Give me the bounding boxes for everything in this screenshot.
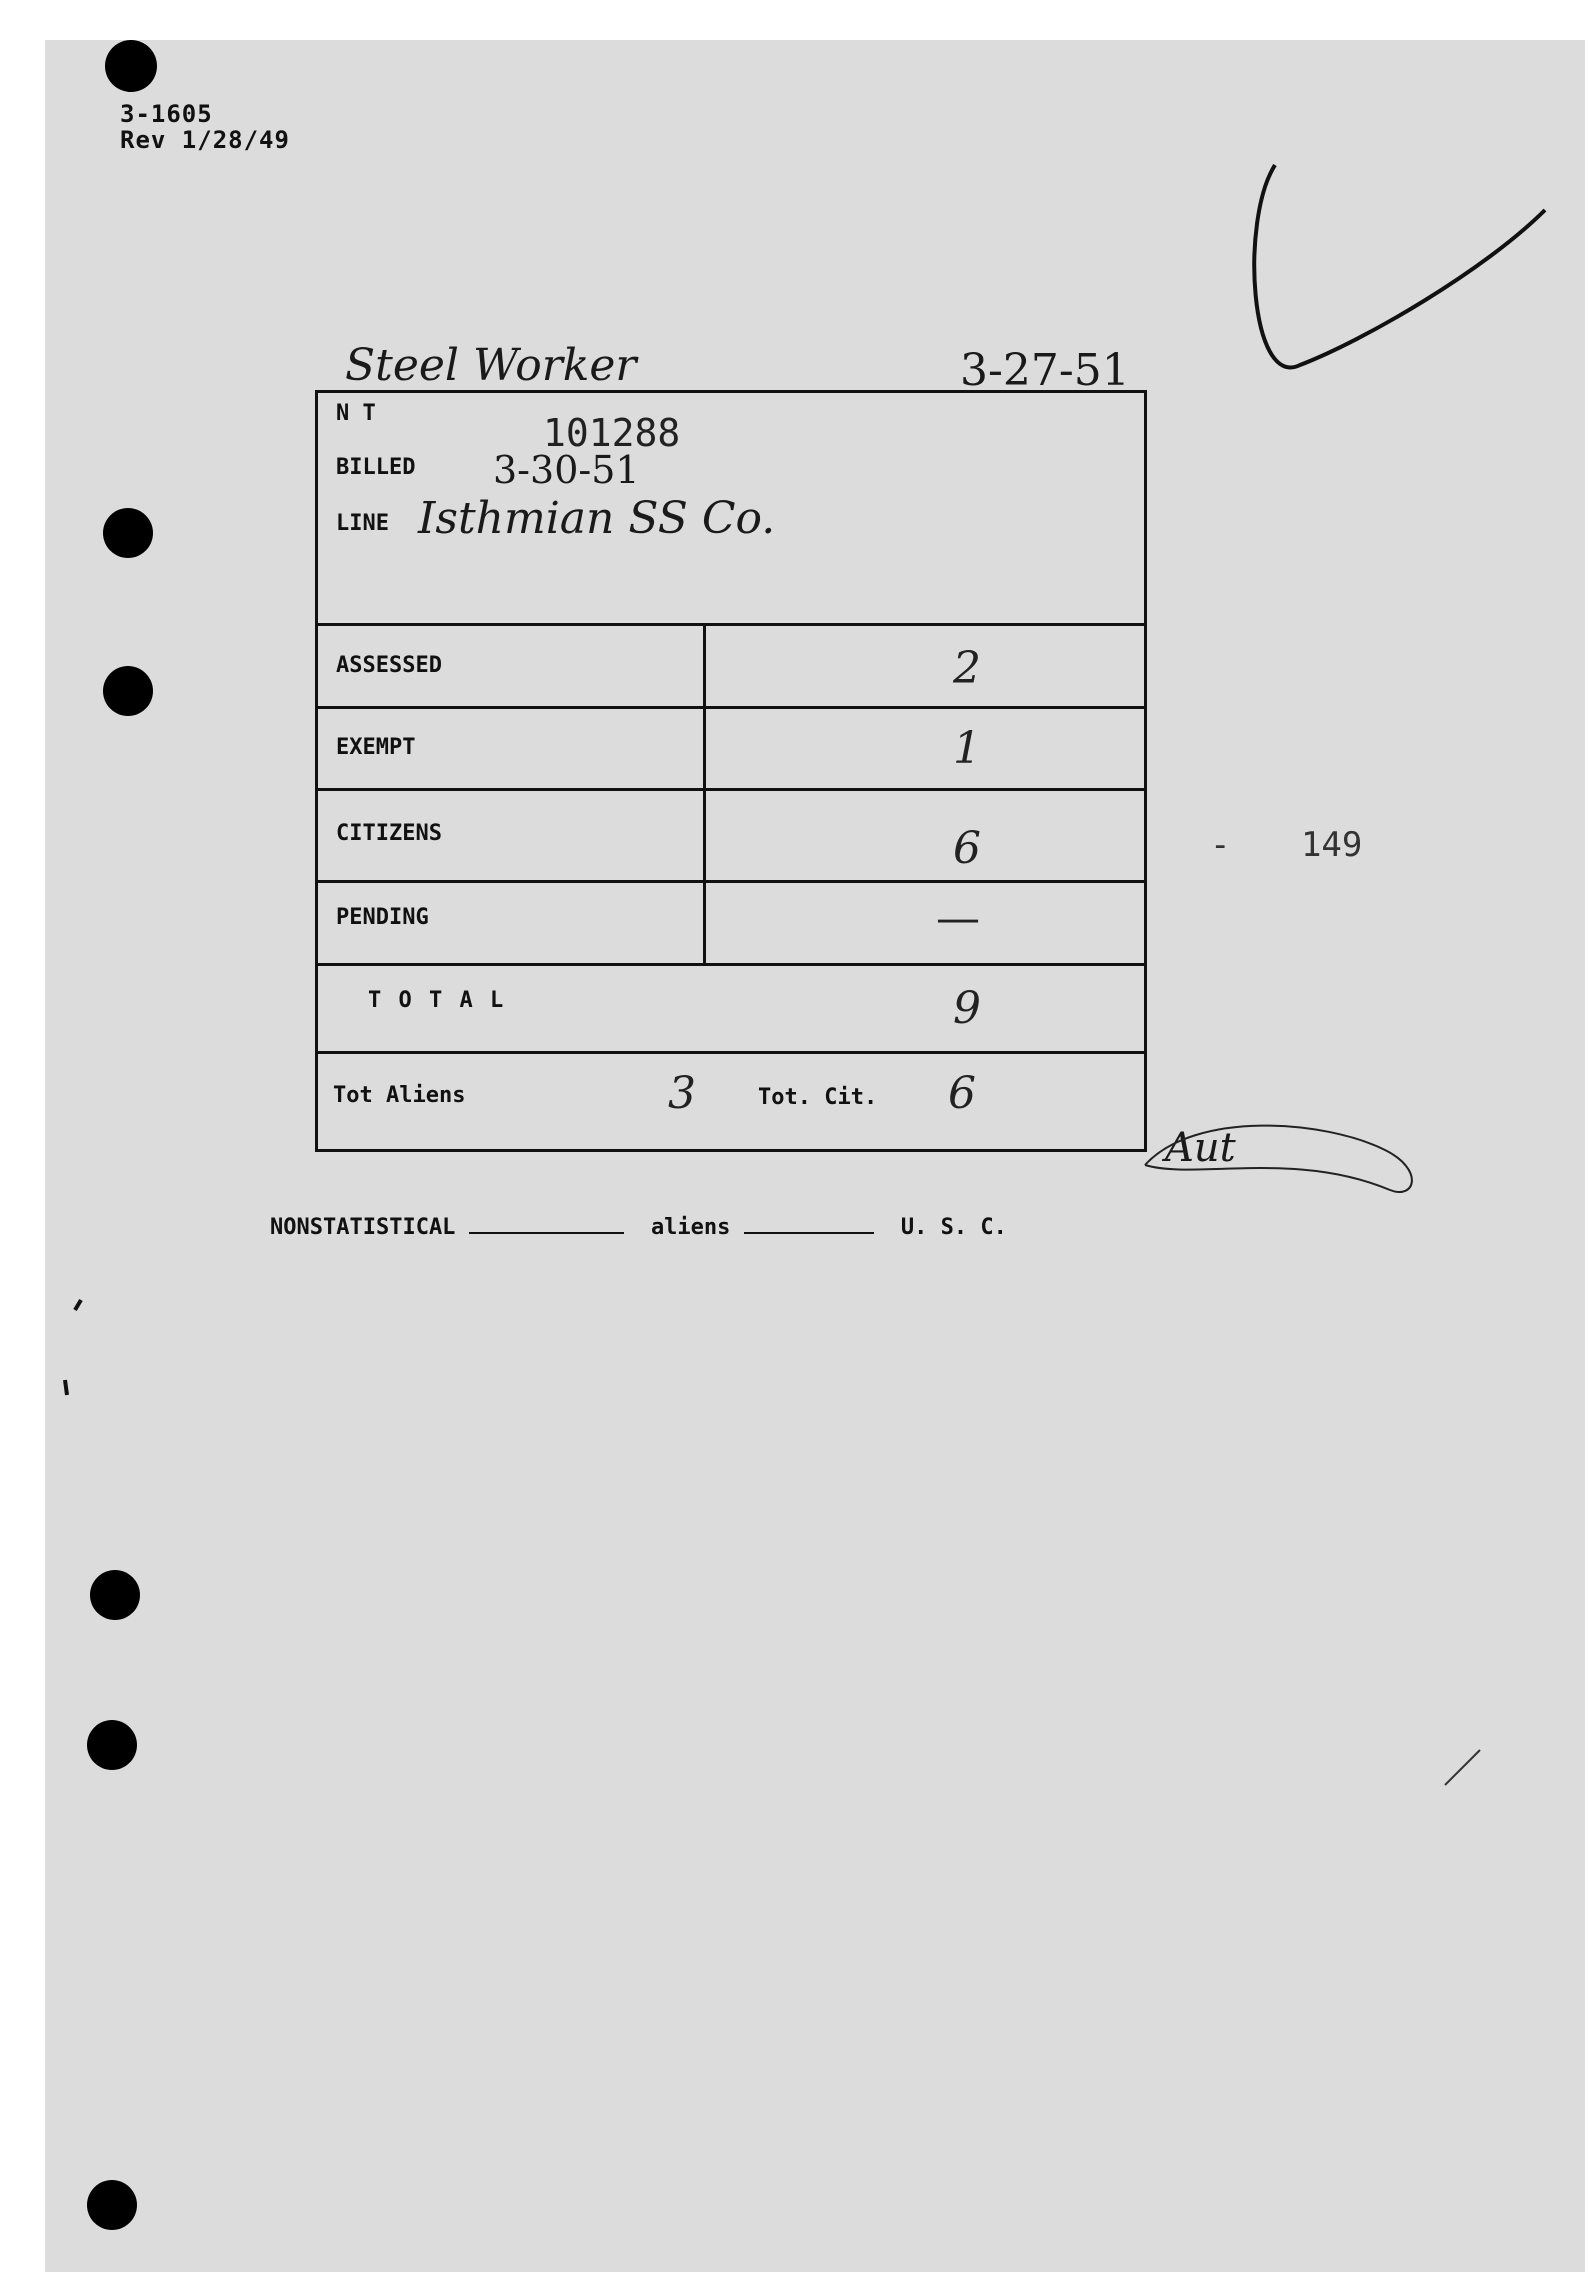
- row-value-pending: —: [936, 893, 980, 944]
- side-dash: -: [1210, 825, 1251, 865]
- row-value-exempt: 1: [953, 723, 981, 774]
- line-value: Isthmian SS Co.: [418, 493, 776, 544]
- row-label-citizens: CITIZENS: [336, 821, 442, 846]
- billed-label: BILLED: [336, 455, 416, 480]
- document-page: [45, 40, 1585, 2272]
- form-number: 3-1605: [120, 100, 213, 128]
- row-value-citizens: 6: [953, 823, 981, 874]
- tot-cit-label: Tot. Cit.: [758, 1085, 878, 1110]
- line-label: LINE: [336, 511, 389, 536]
- revision-date: Rev 1/28/49: [120, 126, 290, 154]
- row-label-pending: PENDING: [336, 905, 429, 930]
- row-label-assessed: ASSESSED: [336, 653, 442, 678]
- nonstatistical-label: NONSTATISTICAL: [270, 1215, 456, 1240]
- occupation-handwritten: Steel Worker: [345, 340, 637, 391]
- row-value-assessed: 2: [953, 643, 981, 694]
- row-label-exempt: EXEMPT: [336, 735, 416, 760]
- nt-number: 101288: [543, 411, 681, 455]
- side-number-value: 149: [1300, 825, 1363, 865]
- tot-aliens-value: 3: [668, 1068, 696, 1119]
- usc-label: U. S. C.: [900, 1215, 1007, 1240]
- initials-signature: Aut: [1165, 1125, 1236, 1171]
- total-value: 9: [953, 983, 981, 1034]
- total-label: T O T A L: [368, 988, 506, 1013]
- tot-aliens-label: Tot Aliens: [333, 1083, 466, 1108]
- date-handwritten: 3-27-51: [960, 345, 1130, 396]
- tot-cit-value: 6: [948, 1068, 976, 1119]
- nt-label: N T: [336, 401, 376, 426]
- billed-date: 3-30-51: [493, 448, 640, 492]
- aliens-label: aliens: [650, 1215, 731, 1240]
- stray-marks: [45, 40, 1585, 2272]
